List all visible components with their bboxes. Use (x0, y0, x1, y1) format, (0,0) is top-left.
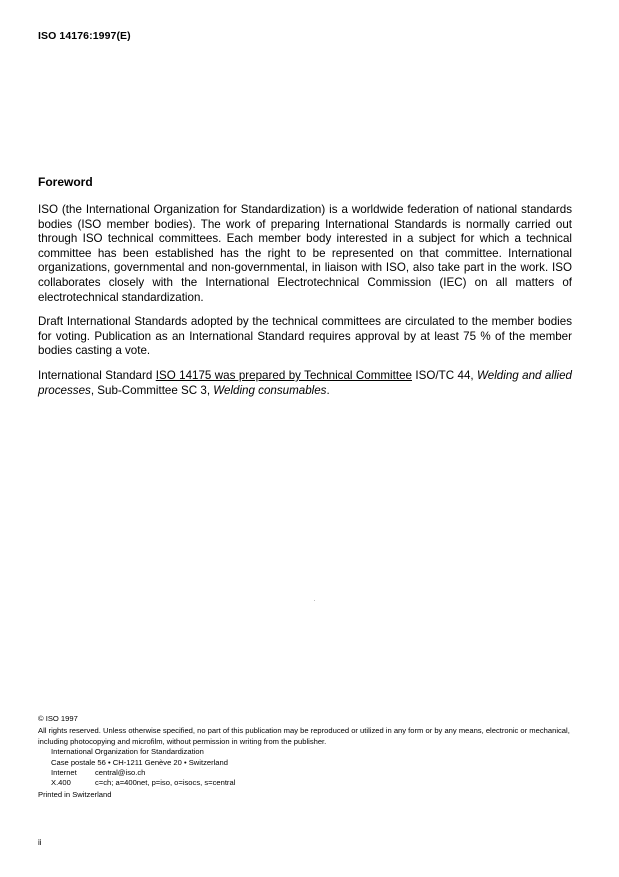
p3-segment-a: International Standard (38, 369, 156, 382)
scan-speck (314, 600, 315, 601)
internet-label: Internet (51, 768, 77, 778)
p3-segment-e: , Sub-Committee SC 3, (90, 383, 214, 397)
internet-row (51, 768, 578, 778)
rights-statement: All rights reserved. Unless otherwise specified, no part of this publication may be reproduced or utilized in any form or by any means, electronic or mechanical, including photocopying and microfilm, without permission in writing from the publisher. (38, 726, 570, 746)
printed-in: Printed in Switzerland (38, 789, 112, 799)
foreword-paragraph-2: Draft International Standards adopted by the technical committees are circulated to the member bodies for voting. Publication as an International Standard requires approval by at least 75 % of the member bodies casting a vote. (38, 315, 572, 358)
p3-segment-g: . (326, 383, 330, 397)
subcommittee-title: Welding consumables (213, 383, 327, 397)
committee-title: Welding and allied processes (38, 369, 572, 397)
copyright-block (38, 714, 578, 800)
document-id-header: ISO 14176:1997(E) (38, 30, 131, 42)
foreword-paragraph-1: ISO (the International Organization for Standardization) is a worldwide federation of national standards bodies (ISO member bodies). The work of preparing International Standards is normally carried out through ISO technical committees. Each member body interested in a subject for which a technical committee has been established has the right to be represented on that committee. International organizations, governmental and non-governmental, in liaison with ISO, also take part in the work. ISO collaborates closely with the International Electrotechnical Commission (IEC) on all matters of electrotechnical standardization. (38, 203, 572, 304)
foreword-heading: Foreword (38, 175, 93, 189)
x400-value: c=ch; a=400net, p=iso, o=isocs, s=central (95, 778, 236, 788)
page-number: ii (38, 838, 42, 847)
x400-label: X.400 (51, 778, 71, 788)
postal-address: Case postale 56 • CH-1211 Genève 20 • Switzerland (51, 757, 228, 767)
p3-segment-c: ISO/TC 44, (411, 369, 478, 382)
foreword-paragraph-3 (38, 369, 572, 398)
x400-row (51, 778, 578, 788)
internet-value: central@iso.ch (95, 768, 146, 778)
copyright-notice: © ISO 1997 (38, 714, 78, 723)
p3-segment-underlined: ISO 14175 was prepared by Technical Committee (155, 369, 412, 382)
publisher-address (38, 747, 578, 789)
organization-name: International Organization for Standardization (51, 747, 204, 757)
